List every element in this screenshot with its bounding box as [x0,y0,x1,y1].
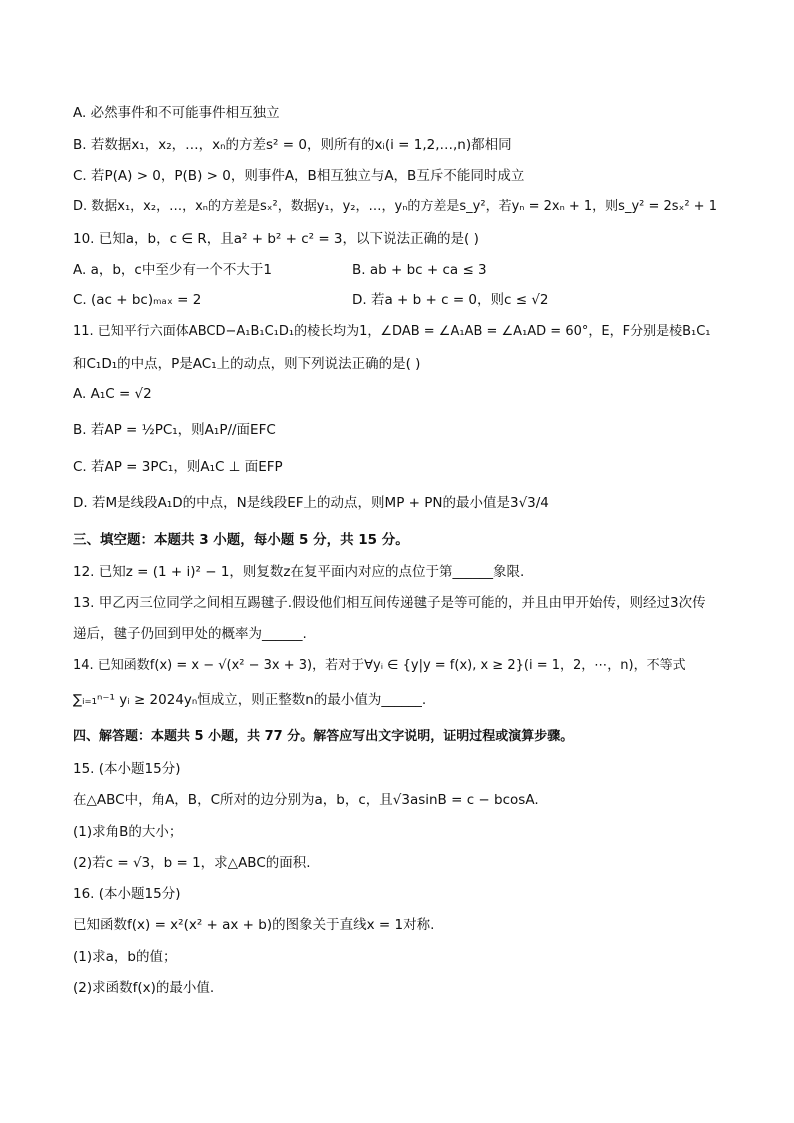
q16-header: 16. (本小题15分) [73,886,181,902]
q12: 12. 已知z = (1 + i)² − 1，则复数z在复平面内对应的点位于第______象限. [73,564,525,580]
q13-line1: 13. 甲乙丙三位同学之间相互踢毽子.假设他们相互间传递毽子是等可能的，并且由甲开始传，则经过3次传 [73,595,706,611]
section-fill-in-heading: 三、填空题：本题共 3 小题，每小题 5 分，共 15 分。 [73,532,409,548]
q15-header: 15. (本小题15分) [73,761,181,777]
q15-part1: (1)求角B的大小； [73,824,183,840]
q11-option-d: D. 若M是线段A₁D的中点，N是线段EF上的动点，则MP + PN的最小值是3√3/4 [73,495,549,511]
q13-line2: 递后，毽子仍回到甲处的概率为______. [73,626,307,642]
q10-option-b: B. ab + bc + ca ≤ 3 [352,262,487,278]
q11-option-c: C. 若AP = 3PC₁，则A₁C ⊥ 面EFP [73,459,283,475]
q11-option-b: B. 若AP = ½PC₁，则A₁P//面EFC [73,422,276,438]
q14-line1: 14. 已知函数f(x) = x − √(x² − 3x + 3)，若对于∀yᵢ ∈ {y|y = f(x), x ≥ 2}(i = 1，2，⋯，n)，不等式 [73,658,686,673]
q16-part1: (1)求a，b的值； [73,949,177,965]
q11-option-a: A. A₁C = √2 [73,386,152,402]
q9-option-b: B. 若数据x₁，x₂，…，xₙ的方差s² = 0，则所有的xᵢ(i = 1,2,…,n)都相同 [73,137,512,153]
q10-option-d: D. 若a + b + c = 0，则c ≤ √2 [352,292,549,308]
q9-option-d: D. 数据x₁，x₂，…，xₙ的方差是sₓ²，数据y₁，y₂，…，yₙ的方差是s_y²，若yₙ = 2xₙ + 1，则s_y² = 2sₓ² + 1 [73,199,717,214]
q16-stem: 已知函数f(x) = x²(x² + ax + b)的图象关于直线x = 1对称. [73,917,435,933]
q15-part2: (2)若c = √3，b = 1，求△ABC的面积. [73,855,311,871]
q15-stem: 在△ABC中，角A，B，C所对的边分别为a，b，c，且√3asinB = c − bcosA. [73,792,539,808]
q10-option-a: A. a，b，c中至少有一个不大于1 [73,262,272,278]
q14-line2: ∑ᵢ₌₁ⁿ⁻¹ yᵢ ≥ 2024yₙ恒成立，则正整数n的最小值为______. [73,692,427,708]
q11-stem-line2: 和C₁D₁的中点，P是AC₁上的动点，则下列说法正确的是( ) [73,356,421,372]
q10-option-c: C. (ac + bc)ₘₐₓ = 2 [73,292,202,308]
q9-option-a: A. 必然事件和不可能事件相互独立 [73,105,280,121]
q9-option-c: C. 若P(A) > 0，P(B) > 0，则事件A，B相互独立与A，B互斥不能同时成立 [73,168,525,184]
section-answer-heading: 四、解答题：本题共 5 小题，共 77 分。解答应写出文字说明，证明过程或演算步骤。 [73,729,574,744]
q10-stem: 10. 已知a，b，c ∈ R，且a² + b² + c² = 3，以下说法正确的是( ) [73,231,479,247]
q16-part2: (2)求函数f(x)的最小值. [73,980,215,996]
q11-stem-line1: 11. 已知平行六面体ABCD−A₁B₁C₁D₁的棱长均为1，∠DAB = ∠A₁AB = ∠A₁AD = 60°，E，F分别是棱B₁C₁ [73,324,711,339]
